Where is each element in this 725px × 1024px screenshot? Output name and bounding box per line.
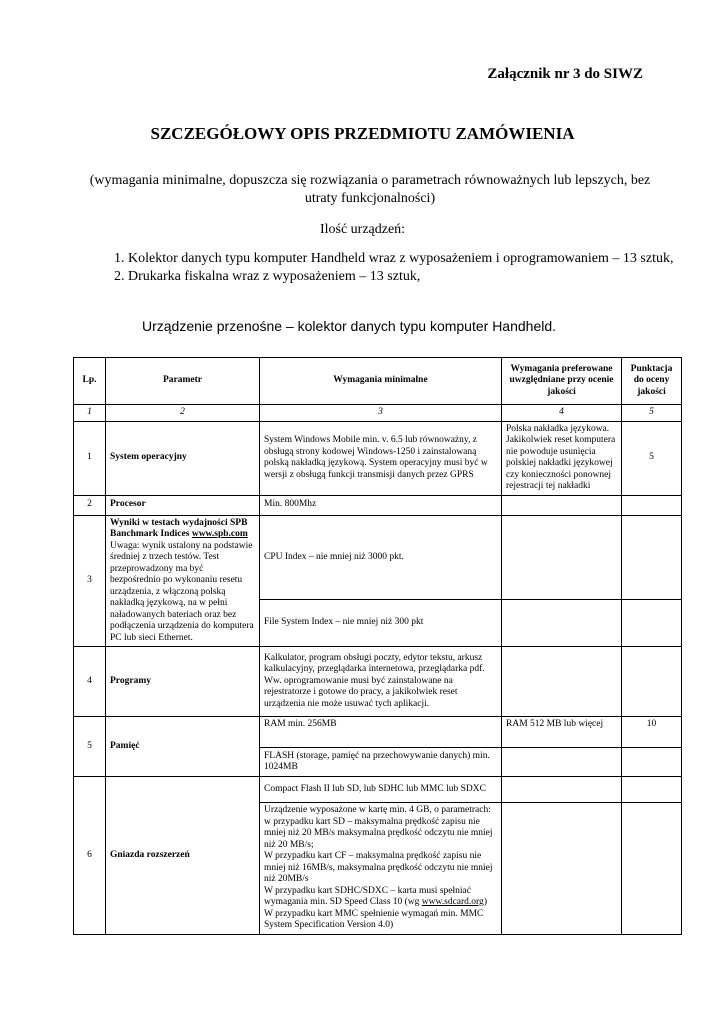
row-pref (502, 600, 622, 647)
card-line: Urządzenie wyposażone w kartę min. 4 GB, o parametrach: (264, 805, 491, 815)
index-cell: 2 (106, 405, 260, 422)
row-points (622, 748, 682, 777)
annex-label: Załącznik nr 3 do SIWZ (487, 66, 643, 82)
table-row (74, 777, 682, 803)
param-note: Uwaga: wynik ustalony na podstawie średniej z trzech testów. Test przeprowadzony ma być bezpośrednio po wykonaniu resetu urządzenia, z włączoną polską nakładką językową, na w pełni naładowanych bateriach oraz bez podłączenia urządzenia do komputera PC lub sieci Ethernet. (110, 540, 254, 643)
page-title: SZCZEGÓŁOWY OPIS PRZEDMIOTU ZAMÓWIENIA (150, 124, 575, 143)
quantity-label: Ilość urządzeń: (319, 222, 406, 237)
row-number: 5 (74, 717, 106, 777)
row-pref: Polska nakładka językowa. Jakikolwiek reset komputera nie powoduje usunięcia polskiej nakładki językowej czy konieczności ponownej rejestracji tej nakładki (502, 421, 622, 495)
param-title: Wyniki w testach wydajności SPB Banchmark Indices (110, 517, 248, 539)
header-min: Wymagania minimalne (260, 358, 502, 405)
list-item: 1. Kolektor danych typu komputer Handheld wraz z wyposażeniem i oprogramowaniem – 13 sztuk, (128, 250, 703, 268)
row-param: Procesor (106, 495, 260, 515)
row-min: File System Index – nie mniej niż 300 pkt (260, 600, 502, 647)
index-cell: 3 (260, 405, 502, 422)
row-pref (502, 777, 622, 803)
row-pref (502, 803, 622, 935)
page-subtitle: (wymagania minimalne, dopuszcza się rozwiązania o parametrach równoważnych lub lepszych, bez utraty funkcjonalności) (89, 173, 651, 206)
row-param: Programy (106, 647, 260, 717)
card-line: W przypadku kart MMC spełnienie wymagań min. MMC System Specification Version 4.0) (264, 908, 484, 930)
row-min: FLASH (storage, pamięć na przechowywanie danych) min. 1024MB (260, 748, 502, 777)
row-number: 1 (74, 421, 106, 495)
row-param: Pamięć (106, 717, 260, 777)
row-min: RAM min. 256MB (260, 717, 502, 748)
table-row (74, 515, 682, 600)
row-param (106, 515, 260, 647)
header-pref: Wymagania preferowane uwzględniane przy ocenie jakości (502, 358, 622, 405)
card-line: W przypadku kart SDHC/SDXC – karta musi spełniać wymagania min. SD Speed Class 10 (wg (264, 885, 471, 907)
list-item: 2. Drukarka fiskalna wraz z wyposażeniem – 13 sztuk, (128, 268, 703, 286)
row-pref: RAM 512 MB lub więcej (502, 717, 622, 748)
index-cell: 4 (502, 405, 622, 422)
card-line-end: ) (483, 897, 487, 907)
row-param: Gniazda rozszerzeń (106, 777, 260, 935)
header-lp: Lp. (74, 358, 106, 405)
table-row (74, 647, 682, 717)
row-points (622, 495, 682, 515)
row-min: Kalkulator, program obsługi poczty, edytor tekstu, arkusz kalkulacyjny, przeglądarka internetowa, przeglądarka pdf. Ww. oprogramowanie musi być zainstalowane na rejestratorze i gotowe do pracy, a jakikolwiek reset urządzenia nie może usuwać tych aplikacji. (260, 647, 502, 717)
sdcard-link[interactable]: www.sdcard.org (421, 897, 484, 907)
row-pref (502, 495, 622, 515)
row-points (622, 777, 682, 803)
device-heading: Urządzenie przenośne – kolektor danych typu komputer Handheld. (142, 318, 557, 334)
row-pref (502, 748, 622, 777)
row-points (622, 600, 682, 647)
row-pref (502, 647, 622, 717)
column-index-row (74, 405, 682, 422)
row-param: System operacyjny (106, 421, 260, 495)
row-points (622, 515, 682, 600)
table-row (74, 495, 682, 515)
index-cell: 1 (74, 405, 106, 422)
row-number: 6 (74, 777, 106, 935)
row-min: CPU Index – nie mniej niż 3000 pkt. (260, 515, 502, 600)
header-points: Punktacja do oceny jakości (622, 358, 682, 405)
table-header-row (74, 358, 682, 405)
row-pref (502, 515, 622, 600)
row-points: 5 (622, 421, 682, 495)
table-row (74, 717, 682, 748)
row-number: 2 (74, 495, 106, 515)
row-min: Min. 800Mhz (260, 495, 502, 515)
card-line: W przypadku kart CF – maksymalna prędkość zapisu nie mniej niż 16MB/s, maksymalna prędkość odczytu nie mniej niż 20MB/s (264, 851, 493, 884)
row-min: System Windows Mobile min. v. 6.5 lub równoważny, z obsługą strony kodowej Windows-1250 i zainstalowaną polską nakładką językową. System operacyjny musi być w wersji z obsługą funkcji transmisji danych przez GPRS (260, 421, 502, 495)
row-number: 3 (74, 515, 106, 647)
device-list (94, 250, 703, 286)
spec-table (73, 357, 682, 935)
spb-link[interactable]: www.spb.com (191, 529, 248, 539)
row-points (622, 647, 682, 717)
row-min (260, 803, 502, 935)
row-points (622, 803, 682, 935)
table-row (74, 421, 682, 495)
header-param: Parametr (106, 358, 260, 405)
row-min: Compact Flash II lub SD, lub SDHC lub MMC lub SDXC (260, 777, 502, 803)
index-cell: 5 (622, 405, 682, 422)
row-points: 10 (622, 717, 682, 748)
row-number: 4 (74, 647, 106, 717)
card-line: w przypadku kart SD – maksymalna prędkość zapisu nie mniej niż 20 MB/s maksymalna prędkość odczytu nie mniej niż 20 MB/s; (264, 816, 493, 850)
